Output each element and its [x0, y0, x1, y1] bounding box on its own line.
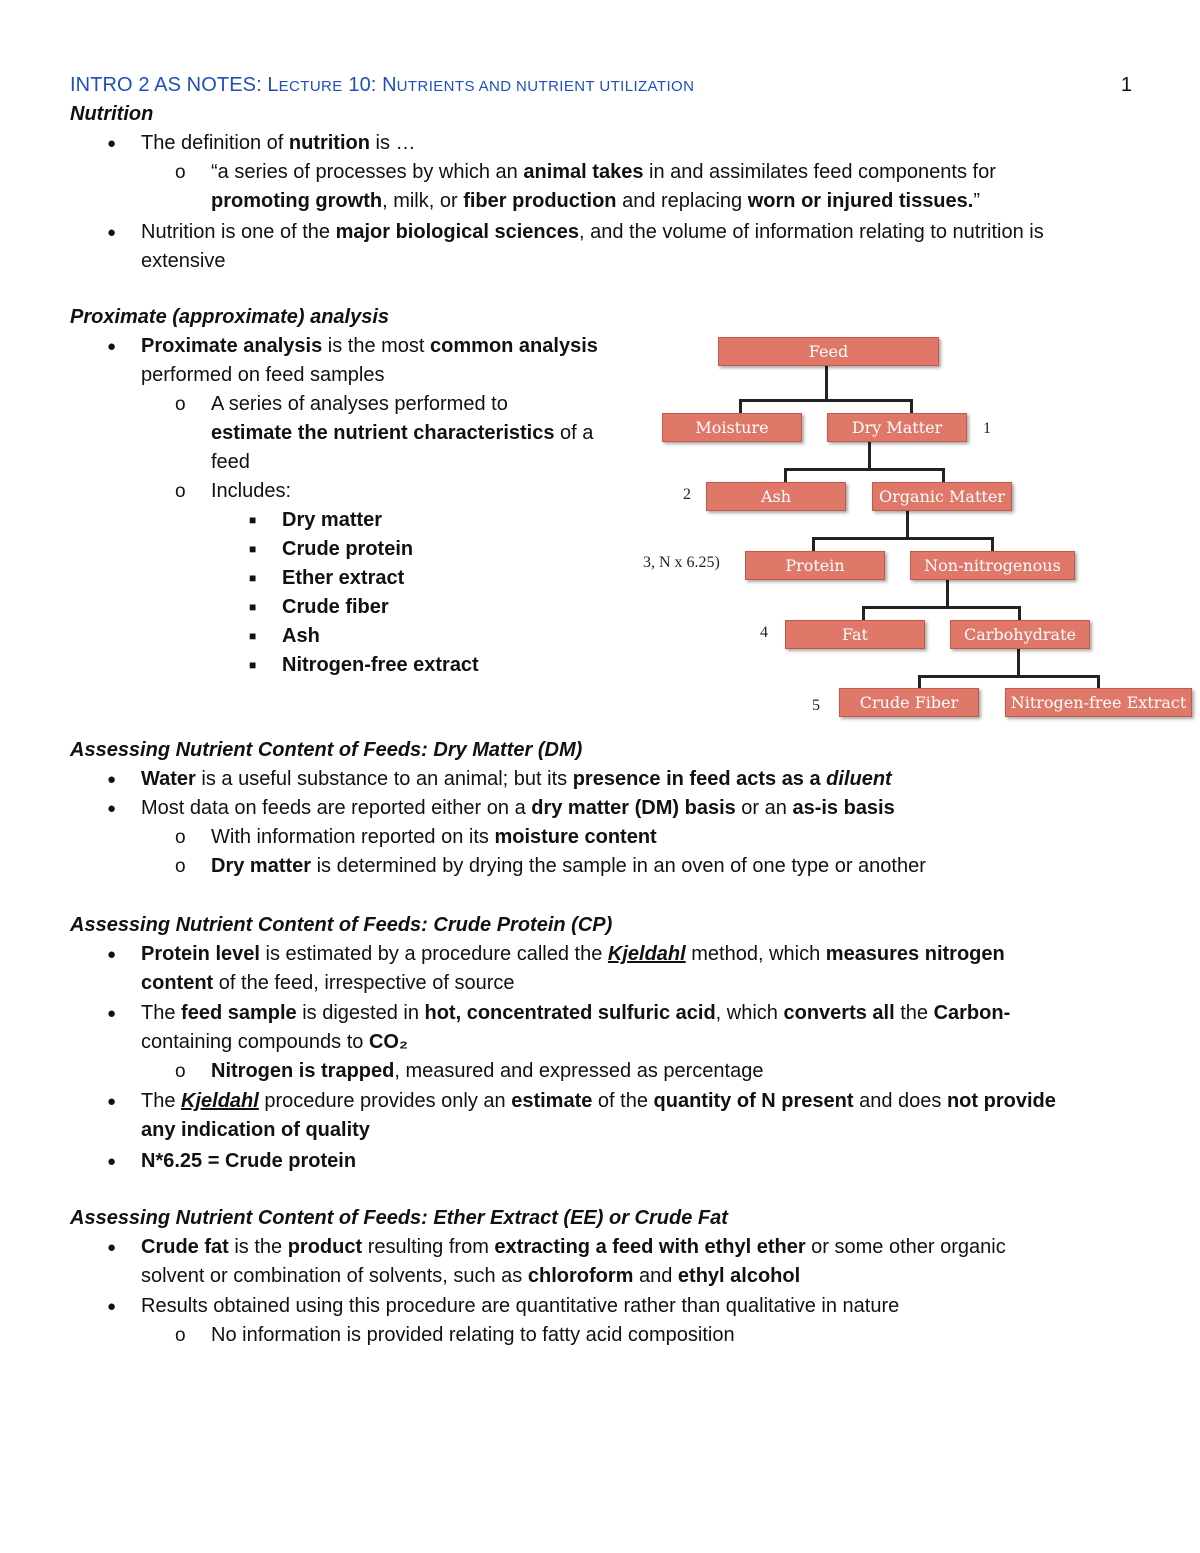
document-title: INTRO 2 AS NOTES: LECTURE 10: NUTRIENTS AND NUTRIENT UTILIZATION	[70, 74, 695, 96]
connector-line	[812, 537, 815, 552]
square-bullet-icon: ■	[249, 600, 257, 614]
diagram-step-label: 5	[812, 697, 820, 714]
connector-line	[906, 510, 909, 538]
circle-bullet-icon: o	[175, 1325, 186, 1346]
sub-bullet-item: o “a series of processes by which an animal takes in and assimilates feed components for	[211, 158, 1044, 187]
connector-line	[862, 606, 1021, 609]
bullet-icon: ●	[107, 135, 117, 152]
bullet-item: ● The definition of nutrition is …	[141, 129, 1044, 158]
connector-line	[812, 537, 994, 540]
diagram-box-carbohydrate: Carbohydrate	[950, 620, 1090, 649]
section-title: Assessing Nutrient Content of Feeds: Crude Protein (CP)	[70, 914, 613, 936]
bullet-item: ● The feed sample is digested in hot, concentrated sulfuric acid, which converts all the Carbon-	[141, 999, 1056, 1028]
page-header	[70, 74, 1132, 102]
includes-item: ■ Ether extract	[282, 564, 598, 593]
section-title: Nutrition	[70, 103, 154, 125]
bullet-icon: ●	[107, 946, 117, 963]
sub-bullet-item: o Includes:	[211, 477, 598, 506]
bullet-item: ● N*6.25 = Crude protein	[141, 1147, 1056, 1176]
diagram-box-nitrogen-free-extract: Nitrogen-free Extract	[1005, 688, 1192, 717]
includes-item: ■ Crude fiber	[282, 593, 598, 622]
connector-line	[784, 468, 787, 483]
includes-item: ■ Nitrogen-free extract	[282, 651, 598, 680]
includes-item: ■ Dry matter	[282, 506, 598, 535]
section-title: Assessing Nutrient Content of Feeds: Ether Extract (EE) or Crude Fat	[70, 1207, 728, 1229]
includes-item: ■ Ash	[282, 622, 598, 651]
square-bullet-icon: ■	[249, 513, 257, 527]
bullet-continuation: extensive	[141, 250, 226, 272]
sub-bullet-continuation: feed	[211, 451, 250, 473]
section-dry-matter	[70, 736, 926, 881]
connector-line	[868, 441, 871, 469]
connector-line	[1017, 648, 1020, 676]
bullet-continuation: solvent or combination of solvents, such as chloroform and ethyl alcohol	[141, 1265, 801, 1287]
section-nutrition	[70, 100, 1044, 276]
circle-bullet-icon: o	[175, 162, 186, 183]
bullet-icon: ●	[107, 1153, 117, 1170]
connector-line	[862, 606, 865, 621]
square-bullet-icon: ■	[249, 542, 257, 556]
diagram-step-label: 1	[983, 420, 991, 437]
diagram-box-feed: Feed	[718, 337, 939, 366]
section-crude-protein	[70, 911, 1056, 1176]
sub-bullet-item: o No information is provided relating to fatty acid composition	[211, 1321, 1006, 1350]
page-number: 1	[1120, 74, 1132, 96]
bullet-item: ● Nutrition is one of the major biological sciences, and the volume of information relating to nutrition is	[141, 218, 1044, 247]
bullet-item: ● Protein level is estimated by a procedure called the Kjeldahl method, which measures nitrogen	[141, 940, 1056, 969]
sub-bullet-continuation: promoting growth, milk, or fiber production and replacing worn or injured tissues.”	[211, 190, 981, 212]
section-proximate-analysis	[70, 303, 598, 680]
sub-bullet-item: o A series of analyses performed to	[211, 390, 598, 419]
includes-item: ■ Crude protein	[282, 535, 598, 564]
bullet-continuation: content of the feed, irrespective of source	[141, 972, 515, 994]
bullet-item: ● Proximate analysis is the most common analysis	[141, 332, 598, 361]
diagram-box-dry-matter: Dry Matter	[827, 413, 967, 442]
bullet-continuation: containing compounds to CO₂	[141, 1031, 408, 1053]
diagram-box-crude-fiber: Crude Fiber	[839, 688, 979, 717]
diagram-step-label: 2	[683, 486, 691, 503]
bullet-icon: ●	[107, 1239, 117, 1256]
diagram-step-label: 3, N x 6.25)	[643, 554, 720, 571]
diagram-box-moisture: Moisture	[662, 413, 802, 442]
circle-bullet-icon: o	[175, 827, 186, 848]
bullet-continuation: any indication of quality	[141, 1119, 370, 1141]
bullet-icon: ●	[107, 800, 117, 817]
connector-line	[910, 399, 913, 414]
connector-line	[825, 364, 828, 400]
diagram-step-label: 4	[760, 624, 768, 641]
connector-line	[739, 399, 913, 402]
connector-line	[784, 468, 945, 471]
square-bullet-icon: ■	[249, 629, 257, 643]
bullet-item: ● The Kjeldahl procedure provides only an estimate of the quantity of N present and does not provide	[141, 1087, 1056, 1116]
section-title: Assessing Nutrient Content of Feeds: Dry Matter (DM)	[70, 739, 583, 761]
connector-line	[946, 579, 949, 607]
square-bullet-icon: ■	[249, 658, 257, 672]
diagram-box-organic-matter: Organic Matter	[872, 482, 1012, 511]
section-ether-extract	[70, 1204, 1006, 1350]
diagram-box-non-nitrogenous: Non-nitrogenous	[910, 551, 1075, 580]
circle-bullet-icon: o	[175, 856, 186, 877]
sub-bullet-item: o Dry matter is determined by drying the sample in an oven of one type or another	[211, 852, 926, 881]
diagram-box-ash: Ash	[706, 482, 846, 511]
bullet-icon: ●	[107, 338, 117, 355]
connector-line	[991, 537, 994, 552]
section-title: Proximate (approximate) analysis	[70, 306, 390, 328]
bullet-icon: ●	[107, 1298, 117, 1315]
bullet-item: ● Water is a useful substance to an animal; but its presence in feed acts as a diluent	[141, 765, 926, 794]
sub-bullet-item: o With information reported on its moisture content	[211, 823, 926, 852]
sub-bullet-continuation: estimate the nutrient characteristics of a	[211, 422, 594, 444]
bullet-icon: ●	[107, 1093, 117, 1110]
connector-line	[918, 675, 921, 689]
bullet-item: ● Results obtained using this procedure are quantitative rather than qualitative in nature	[141, 1292, 1006, 1321]
bullet-item: ● Most data on feeds are reported either on a dry matter (DM) basis or an as-is basis	[141, 794, 926, 823]
connector-line	[739, 399, 742, 414]
square-bullet-icon: ■	[249, 571, 257, 585]
connector-line	[1018, 606, 1021, 621]
circle-bullet-icon: o	[175, 1061, 186, 1082]
connector-line	[918, 675, 1100, 678]
circle-bullet-icon: o	[175, 481, 186, 502]
diagram-box-protein: Protein	[745, 551, 885, 580]
diagram-box-fat: Fat	[785, 620, 925, 649]
bullet-icon: ●	[107, 771, 117, 788]
connector-line	[1097, 675, 1100, 689]
bullet-icon: ●	[107, 224, 117, 241]
bullet-item: ● Crude fat is the product resulting from extracting a feed with ethyl ether or some other organic	[141, 1233, 1006, 1262]
bullet-continuation: performed on feed samples	[141, 364, 385, 386]
sub-bullet-item: o Nitrogen is trapped, measured and expressed as percentage	[211, 1057, 1056, 1086]
bullet-icon: ●	[107, 1005, 117, 1022]
connector-line	[942, 468, 945, 483]
circle-bullet-icon: o	[175, 394, 186, 415]
